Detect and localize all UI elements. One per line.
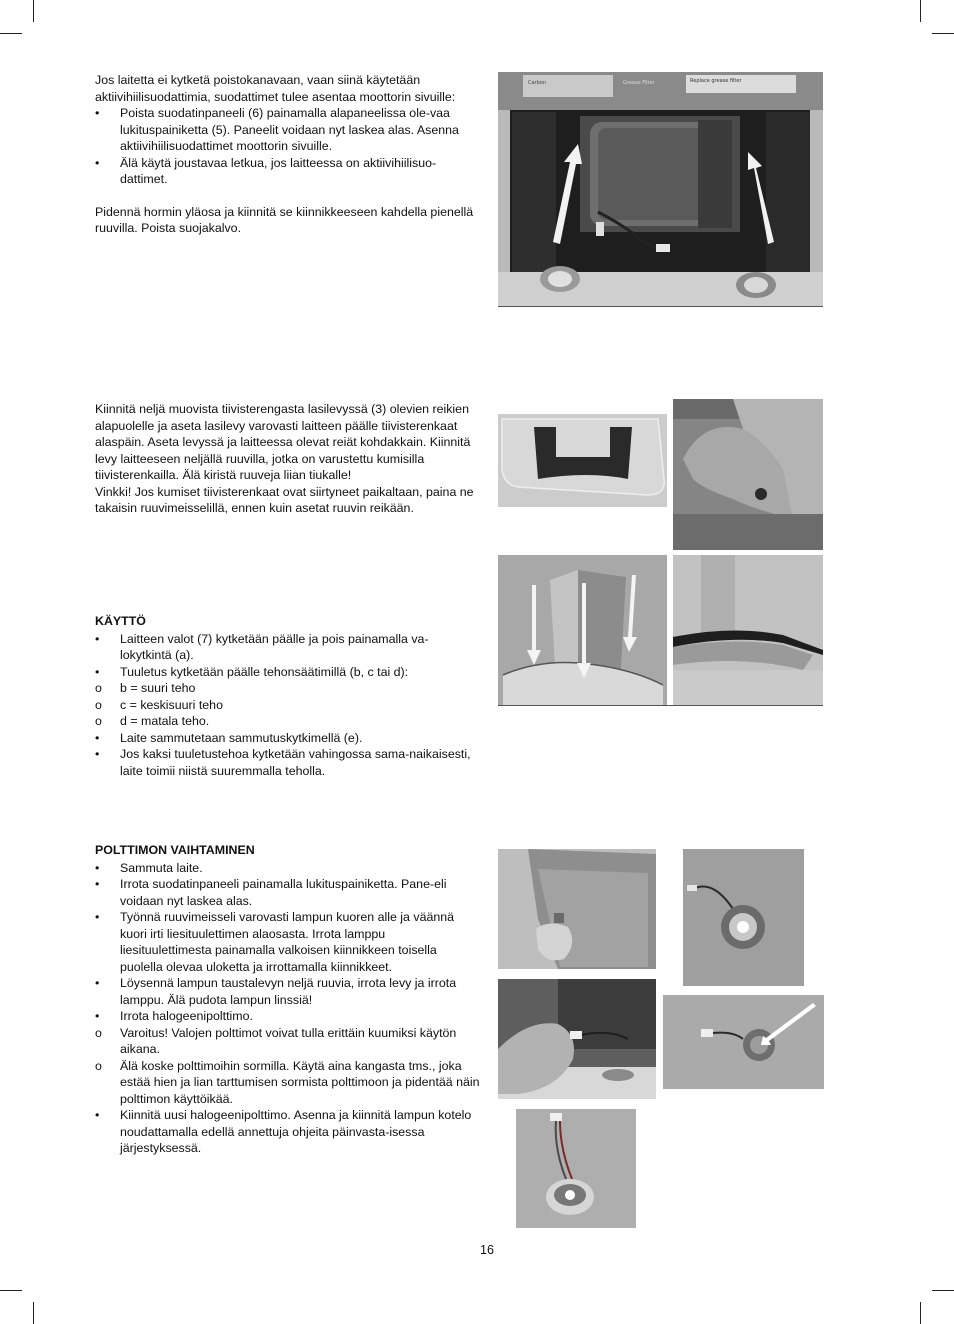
photo-motor-filters [498, 72, 823, 306]
photo-lamp-housing [683, 849, 804, 986]
usage-heading: KÄYTTÖ [95, 614, 146, 628]
photo-halogen-bulb [516, 1109, 636, 1228]
glass-section [95, 401, 480, 517]
filters-section [95, 72, 480, 237]
list-item: • Irrota suodatinpaneeli painamalla lukituspainiketta. Pane-eli voidaan nyt laskea alas. [95, 877, 447, 908]
photo-label-right: Replace grease filter [690, 78, 742, 84]
list-item: • Laitteen valot (7) kytketään päälle ja pois painamalla va-lokytkintä (a). [95, 631, 429, 662]
list-item: • Työnnä ruuvimeisseli varovasti lampun kuoren alle ja väännä kuori irti liesituulettimen alaosasta. Irrota lamppu liesituulettimesta painamalla valkoisen kiinnikkeen toisella puolella olevaa ulokettа ja irrottamalla kiinnikkeet. [95, 910, 455, 974]
bulb-section [95, 842, 480, 1157]
list-item: • Sammuta laite. [95, 860, 203, 875]
crop-mark [0, 33, 22, 34]
divider-line [498, 705, 823, 706]
crop-mark [932, 1290, 954, 1291]
list-item: • Kiinnitä uusi halogeenipolttimo. Asenna ja kiinnitä lampun kotelo noudattamalla edellä annettuja ohjeita päinvasta-isessa järjestyksessä. [95, 1108, 472, 1155]
list-item: • Älä käytä joustavaa letkua, jos laitteessa on aktiivihiilisuo-dattimet. [95, 155, 437, 186]
list-item: o b = suuri teho [95, 681, 196, 695]
list-item: • Löysennä lampun taustalevyn neljä ruuvia, irrota levy ja irrota lamppu. Älä pudota lampun linssiä! [95, 976, 457, 1007]
crop-mark [33, 0, 34, 22]
usage-list [95, 631, 480, 780]
crop-mark [33, 1302, 34, 1324]
crop-mark [920, 1302, 921, 1324]
list-item: • Laite sammutetaan sammutuskytkimellä (e). [95, 730, 363, 745]
divider-line [498, 306, 823, 307]
bulb-heading: POLTTIMON VAIHTAMINEN [95, 843, 255, 857]
photo-filter-panel-open [498, 849, 656, 969]
chimney-paragraph: Pidennä hormin yläosa ja kiinnitä se kiinnikkeeseen kahdella pienellä ruuvilla. Poista suojakalvo. [95, 204, 474, 235]
glass-tip: Vinkki! Jos kumiset tiivisterenkaat ovat siirtyneet paikaltaan, paina ne takaisin ruuvimeisselillä, ennen kuin asetat ruuvin reikään. [95, 484, 474, 515]
crop-mark [920, 0, 921, 22]
list-item: o Älä koske polttimoihin sormilla. Käytä aina kangasta tms., joka estää hien ja lian tarttumisen sormista polttimoon ja pidentää näin polttimon käyttöikää. [95, 1058, 480, 1106]
list-item: • Poista suodatinpaneeli (6) painamalla alapaneelissa ole-vaa lukituspainiketta (5). Paneelit voidaan nyt laskea alas. Asenna aktiivihiilisuodattimet moottorin sivuille. [95, 106, 459, 153]
photo-glass-hand [673, 399, 823, 550]
list-item: • Tuuletus kytketään päälle tehonsäätimillä (b, c tai d): [95, 664, 409, 679]
photo-glass-plate [498, 399, 667, 550]
photo-label-left: Carbon [528, 80, 547, 86]
photo-lamp-removal [498, 979, 656, 1099]
photo-lamp-arrow [663, 995, 824, 1089]
crop-mark [932, 33, 954, 34]
photo-glass-side [673, 555, 823, 705]
crop-mark [0, 1290, 22, 1291]
bulb-list [95, 860, 480, 1157]
usage-section [95, 613, 480, 779]
photo-label-mid: Grease Filter [623, 80, 655, 86]
list-item: o c = keskisuuri teho [95, 697, 223, 712]
list-item: • Jos kaksi tuuletustehoa kytketään vahingossa sama-naikaisesti, laite toimii niistä suuremmalla teholla. [95, 747, 471, 778]
page-number: 16 [480, 1243, 494, 1257]
filters-intro: Jos laitetta ei kytketä poistokanavaan, vaan siinä käytetään aktiivihiilisuodattimia, suodattimet tulee asentaa moottorin sivuille: [95, 73, 456, 104]
list-item: o Varoitus! Valojen polttimot voivat tulla erittäin kuumiksi käytön aikana. [95, 1025, 457, 1056]
list-item: o d = matala teho. [95, 714, 210, 728]
glass-paragraph: Kiinnitä neljä muovista tiivisterengasta lasilevyssä (3) olevien reikien alapuolelle ja aseta lasilevy varovasti laitteen päälle tiivisterenkaat alaspäin. Aseta levyssä ja laitteessa olevat reiät kohdakkain. Kiinnitä levy laitteeseen neljällä ruuvilla, jotka on varustettu kumisilla tiivisterenkailla. Älä kiristä ruuveja liian tiukalle! [95, 402, 471, 482]
filters-list [95, 105, 480, 188]
photo-hood-arrows [498, 555, 667, 705]
list-item: • Irrota halogeenipolttimo. [95, 1009, 253, 1023]
